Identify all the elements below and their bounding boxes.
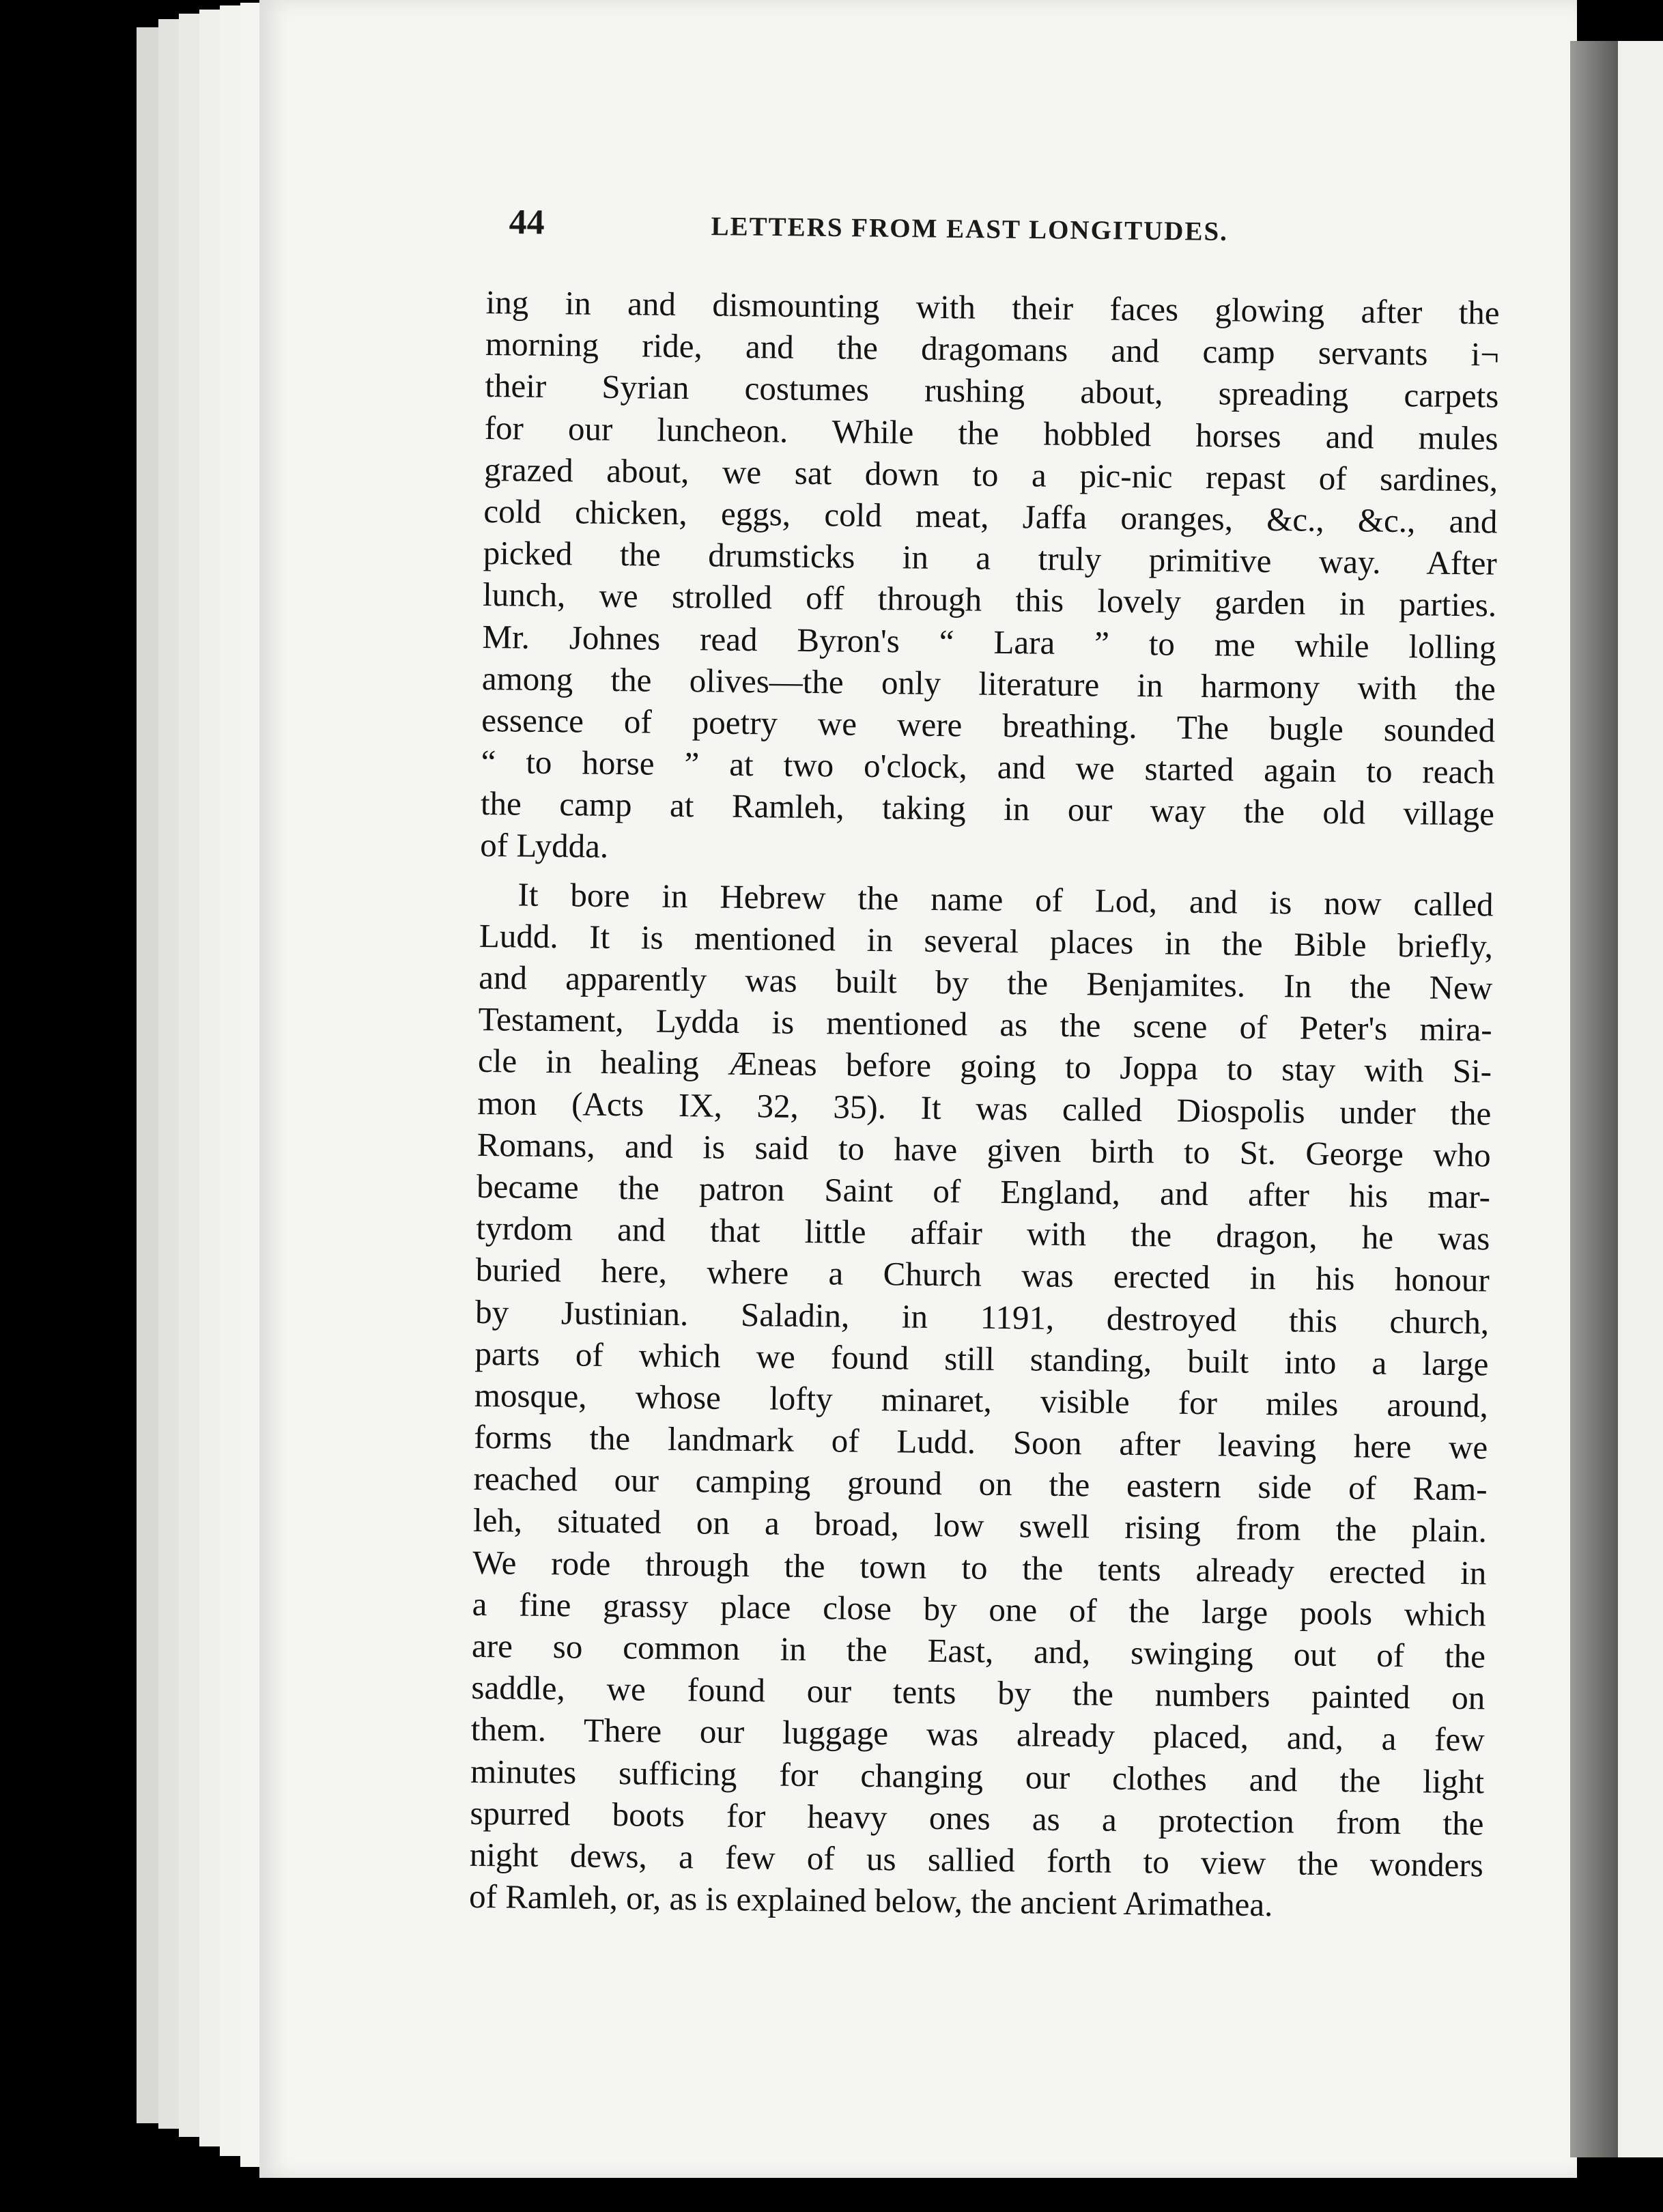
text-line: mosque, whose lofty minaret, visible for miles around, xyxy=(474,1376,1489,1425)
text-line: Mr. Johnes read Byron's “ Lara ” to me while lolling xyxy=(482,617,1496,666)
text-line: parts of which we found still standing, built into a large xyxy=(474,1334,1489,1383)
paragraph xyxy=(480,281,1500,877)
body-text xyxy=(469,281,1500,1928)
text-line: ing in and dismounting with their faces glowing after the xyxy=(485,283,1500,332)
page-number: 44 xyxy=(509,202,545,242)
text-line: reached our camping ground on the eastern side of Ram- xyxy=(473,1460,1488,1508)
text-line: for our luncheon. While the hobbled horses and mules xyxy=(484,408,1498,457)
text-line: Romans, and is said to have given birth to St. George who xyxy=(477,1125,1491,1174)
text-line: We rode through the town to the tents already erected in xyxy=(472,1543,1487,1592)
text-line: minutes sufficing for changing our clothes and the light xyxy=(470,1752,1485,1800)
facing-page-edge xyxy=(1618,41,1663,2157)
text-line: lunch, we strolled off through this lovely garden in parties. xyxy=(482,576,1497,624)
text-line: mon (Acts IX, 32, 35). It was called Diospolis under the xyxy=(477,1083,1492,1133)
text-line: Ludd. It is mentioned in several places in the Bible briefly, xyxy=(479,916,1494,965)
text-line: of Lydda. xyxy=(480,826,609,866)
text-line: picked the drumsticks in a truly primitive way. After xyxy=(483,534,1498,582)
text-line: morning ride, and the dragomans and camp servants i¬ xyxy=(485,325,1500,373)
paragraph xyxy=(469,873,1494,1928)
text-line: their Syrian costumes rushing about, spreading carpets xyxy=(485,367,1499,415)
text-line: them. There our luggage was already placed, and, a few xyxy=(470,1710,1485,1759)
text-line: cle in healing Æneas before going to Joppa to stay with Si- xyxy=(477,1042,1492,1090)
text-line: “ to horse ” at two o'clock, and we started again to reach xyxy=(481,743,1495,791)
text-line: cold chicken, eggs, cold meat, Jaffa oranges, &c., &c., and xyxy=(483,492,1498,541)
text-line: the camp at Ramleh, taking in our way the old village xyxy=(480,784,1495,833)
text-line: and apparently was built by the Benjamites. In the New xyxy=(479,958,1493,1007)
text-line: buried here, where a Church was erected in his honour xyxy=(475,1251,1490,1299)
text-line: saddle, we found our tents by the numbers painted on xyxy=(471,1669,1486,1717)
book-gutter xyxy=(1570,41,1618,2157)
text-line: tyrdom and that little affair with the dragon, he was xyxy=(476,1209,1490,1258)
running-title: LETTERS FROM EAST LONGITUDES. xyxy=(711,212,1229,247)
text-line: forms the landmark of Ludd. Soon after leaving here we xyxy=(473,1417,1488,1466)
text-line: became the patron Saint of England, and after his mar- xyxy=(476,1167,1491,1216)
text-line: of Ramleh, or, as is explained below, the ancient Arimathea. xyxy=(468,1877,1273,1924)
text-line: by Justinian. Saladin, in 1191, destroyed this church, xyxy=(474,1292,1490,1341)
running-head xyxy=(509,202,1298,265)
text-line: a fine grassy place close by one of the large pools which xyxy=(472,1585,1486,1634)
text-line: night dews, a few of us sallied forth to view the wonders xyxy=(469,1835,1484,1884)
text-line: It bore in Hebrew the name of Lod, and is now called xyxy=(517,875,1494,924)
text-line: among the olives—the only literature in harmony with the xyxy=(481,659,1496,708)
text-line: grazed about, we sat down to a pic-nic repast of sardines, xyxy=(483,450,1498,499)
text-line: essence of poetry we were breathing. The bugle sounded xyxy=(481,700,1496,750)
text-line: spurred boots for heavy ones as a protection from the xyxy=(470,1793,1484,1843)
text-line: Testament, Lydda is mentioned as the scene of Peter's mira- xyxy=(478,1000,1492,1049)
text-line: are so common in the East, and, swinging out of the xyxy=(471,1626,1486,1675)
text-line: leh, situated on a broad, low swell rising from the plain. xyxy=(472,1501,1488,1550)
